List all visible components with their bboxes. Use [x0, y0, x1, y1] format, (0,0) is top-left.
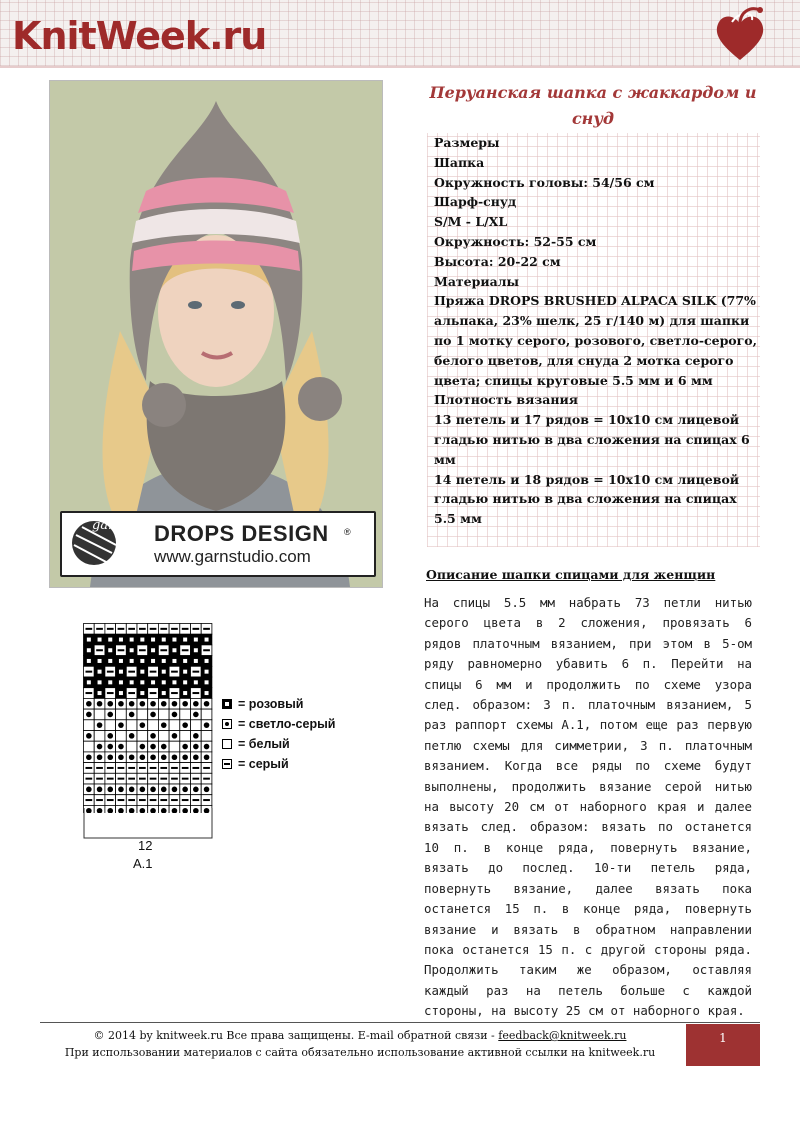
chart-cell [105, 709, 116, 720]
chart-cell [180, 634, 191, 645]
chart-cell [180, 720, 191, 731]
chart-cell [126, 677, 137, 688]
chart-cell [180, 752, 191, 763]
spec-line: гладью нитью в два сложения на спицах 6 [434, 431, 750, 447]
spec-line: цвета; спицы круговые 5.5 мм и 6 мм [434, 372, 713, 388]
chart-cell [158, 795, 169, 806]
chart-cell [158, 698, 169, 709]
chart-cell [158, 709, 169, 720]
chart-cell [94, 731, 105, 742]
chart-cell [126, 795, 137, 806]
chart-cell [94, 741, 105, 752]
chart-cell [116, 698, 127, 709]
chart-cell [191, 731, 202, 742]
chart-cell [148, 624, 159, 635]
chart-cell [201, 677, 212, 688]
chart-cell [137, 688, 148, 699]
chart-cell [126, 656, 137, 667]
chart-cell [105, 763, 116, 774]
chart-cell [191, 763, 202, 774]
chart-cell [137, 666, 148, 677]
legend-label: = белый [238, 737, 290, 751]
chart-cell [105, 741, 116, 752]
chart-cell [137, 731, 148, 742]
chart-cell [201, 645, 212, 656]
chart-cell [201, 624, 212, 635]
spec-line: Окружность головы: 54/56 см [434, 174, 655, 190]
chart-cell [116, 731, 127, 742]
chart-cell [105, 752, 116, 763]
feedback-email-link[interactable]: feedback@knitweek.ru [498, 1029, 627, 1042]
chart-cell [201, 666, 212, 677]
chart-cell [94, 688, 105, 699]
chart-cell [148, 645, 159, 656]
chart-cell [158, 677, 169, 688]
chart-cell [84, 731, 95, 742]
chart-cell [84, 720, 95, 731]
pattern-chart [83, 623, 213, 813]
chart-cell [201, 656, 212, 667]
chart-cell [148, 656, 159, 667]
chart-cell [148, 784, 159, 795]
chart-cell [84, 763, 95, 774]
chart-cell [180, 666, 191, 677]
chart-cell [126, 752, 137, 763]
description-text: На спицы 5.5 мм набрать 73 петли нитью серого цвета в 2 сложения, провязать 6 рядов платочным вязанием, при этом в 5-ом ряду равномерно убавить 6 п. Перейти на спицы 6 мм и продолжить по схеме узора след. образом: 3 п. платочным вязанием, 5 раз раппорт схемы А.1, потом еще раз первую петлю схемы для симметрии, 3 п. платочным вязанием. Когда все ряды по схеме будут выполнены, продолжить вязание серой нитью на высоту 20 см от наборного края и далее вязать след. образом: вязать по останется 10 п. в конце ряда, повернуть вязание, вязать до послед. 10-ти петель ряда, повернуть вязание, далее вязать пока останется 15 п. в конце ряда, повернуть вязание и вязать в обратном направлении пока останется 15 п. с другой стороны ряда. Продолжить таким же образом, оставляя каждый раз на петель больше с каждой стороны, на высоту 25 см от наборного края. [424, 595, 752, 1019]
legend-symbol-icon [222, 759, 232, 769]
chart-cell [94, 677, 105, 688]
chart-cell [84, 645, 95, 656]
yarn-ball-icon [62, 513, 140, 567]
legend-symbol-icon [222, 719, 232, 729]
chart-cell [201, 720, 212, 731]
chart-cell [116, 795, 127, 806]
chart-cell [169, 677, 180, 688]
chart-cell [84, 784, 95, 795]
chart-cell [148, 634, 159, 645]
chart-cell [126, 634, 137, 645]
chart-cell [201, 795, 212, 806]
chart-cell [137, 698, 148, 709]
chart-cell [201, 763, 212, 774]
chart-cell [94, 656, 105, 667]
chart-cell [180, 645, 191, 656]
chart-legend [222, 694, 335, 774]
chart-cell [126, 698, 137, 709]
chart-cell [116, 688, 127, 699]
chart-cell [180, 688, 191, 699]
legend-label: = серый [238, 757, 289, 771]
chart-cell [191, 720, 202, 731]
chart-cell [105, 677, 116, 688]
chart-cell [84, 656, 95, 667]
chart-cell [126, 773, 137, 784]
spec-line: Высота: 20-22 см [434, 253, 561, 269]
pattern-title: Перуанская шапка с жаккардом и снуд [429, 83, 757, 128]
chart-cell [191, 773, 202, 784]
chart-cell [191, 688, 202, 699]
chart-cell [84, 752, 95, 763]
chart-cell [105, 784, 116, 795]
spec-line: Размеры [434, 135, 500, 150]
chart-cell [105, 720, 116, 731]
spec-line: мм [434, 451, 456, 467]
spec-line: Плотность вязания [434, 392, 579, 408]
chart-cell [148, 688, 159, 699]
chart-cell [191, 784, 202, 795]
spec-line: 5.5 мм [434, 511, 482, 527]
legend-symbol-icon [222, 739, 232, 749]
chart-cell [84, 773, 95, 784]
chart-cell [191, 624, 202, 635]
chart-cell [169, 698, 180, 709]
spec-line: по 1 мотку серого, розового, светло-серого, [434, 332, 757, 348]
registered-mark: ® [344, 527, 351, 537]
chart-cell [84, 677, 95, 688]
chart-cell [94, 645, 105, 656]
drops-url[interactable]: www.garnstudio.com [154, 547, 311, 566]
footer-notice: При использовании материалов с сайта обязательно использование активной ссылки на knitweek.ru [64, 1046, 656, 1059]
spec-line: альпака, 23% шелк, 25 г/140 м) для шапки [434, 313, 750, 329]
legend-item [222, 694, 335, 714]
site-logo[interactable]: KnitWeek.ru [12, 14, 267, 58]
chart-cell [116, 645, 127, 656]
chart-cell [116, 656, 127, 667]
chart-cell [158, 741, 169, 752]
chart-cell [116, 666, 127, 677]
site-header [0, 0, 800, 68]
chart-cell [191, 698, 202, 709]
spec-line: гладью нитью в два сложения на спицах [434, 491, 737, 507]
chart-cell [169, 666, 180, 677]
chart-cell [137, 677, 148, 688]
chart-cell [116, 720, 127, 731]
chart-cell [105, 688, 116, 699]
chart-cell [191, 741, 202, 752]
chart-cell [169, 634, 180, 645]
chart-cell [158, 731, 169, 742]
chart-cell [191, 677, 202, 688]
chart-cell [116, 773, 127, 784]
chart-cell [126, 731, 137, 742]
chart-cell [116, 677, 127, 688]
chart-cell [180, 709, 191, 720]
chart-cell [201, 784, 212, 795]
spec-line: Шапка [434, 154, 485, 170]
chart-cell [148, 773, 159, 784]
chart-cell [84, 634, 95, 645]
footer-copyright [40, 1029, 680, 1042]
chart-cell [158, 720, 169, 731]
chart-cell [158, 666, 169, 677]
chart-cell [201, 773, 212, 784]
chart-cell [158, 656, 169, 667]
chart-cell [116, 741, 127, 752]
chart-cell [137, 656, 148, 667]
chart-cell [105, 645, 116, 656]
chart-cell [84, 688, 95, 699]
spec-line: S/M - L/XL [434, 214, 508, 230]
chart-cell [94, 624, 105, 635]
chart-cell [94, 698, 105, 709]
chart-cell [180, 624, 191, 635]
chart-cell [116, 709, 127, 720]
chart-cell [169, 795, 180, 806]
chart-cell [137, 624, 148, 635]
chart-cell [105, 634, 116, 645]
chart-stitch-count: 12 [138, 838, 153, 853]
chart-cell [158, 773, 169, 784]
chart-cell [169, 763, 180, 774]
heart-spiral-icon [710, 4, 770, 62]
chart-cell [105, 795, 116, 806]
chart-cell [148, 720, 159, 731]
chart-cell [169, 752, 180, 763]
chart-cell [180, 784, 191, 795]
spec-line: белого цветов, для снуда 2 мотка серого [434, 352, 734, 368]
spec-line: 13 петель и 17 рядов = 10х10 см лицевой [434, 412, 740, 428]
chart-cell [137, 741, 148, 752]
footer-divider [40, 1022, 760, 1023]
chart-cell [169, 709, 180, 720]
chart-name: A.1 [133, 856, 153, 871]
legend-item [222, 754, 335, 774]
chart-cell [180, 731, 191, 742]
chart-cell [191, 656, 202, 667]
chart-cell [201, 634, 212, 645]
chart-cell [191, 666, 202, 677]
chart-cell [137, 773, 148, 784]
drops-design-badge [60, 511, 376, 577]
chart-cell [105, 666, 116, 677]
chart-cell [84, 795, 95, 806]
chart-cell [158, 624, 169, 635]
legend-item [222, 714, 335, 734]
chart-cell [148, 698, 159, 709]
chart-cell [201, 741, 212, 752]
legend-symbol-icon [222, 699, 232, 709]
chart-cell [158, 688, 169, 699]
specification-box [427, 133, 760, 547]
chart-cell [148, 795, 159, 806]
chart-cell [126, 688, 137, 699]
chart-cell [191, 752, 202, 763]
spec-line: 14 петель и 18 рядов = 10х10 см лицевой [434, 471, 740, 487]
chart-cell [201, 698, 212, 709]
chart-cell [105, 656, 116, 667]
chart-bracket [83, 808, 213, 840]
chart-cell [169, 645, 180, 656]
chart-cell [169, 656, 180, 667]
svg-text:garn: garn [92, 518, 123, 533]
chart-cell [158, 645, 169, 656]
legend-label: = светло-серый [238, 717, 336, 731]
chart-cell [191, 634, 202, 645]
chart-cell [94, 795, 105, 806]
chart-cell [158, 752, 169, 763]
chart-cell [180, 656, 191, 667]
chart-cell [158, 634, 169, 645]
chart-cell [137, 795, 148, 806]
chart-cell [116, 752, 127, 763]
legend-label: = розовый [238, 697, 304, 711]
chart-cell [84, 709, 95, 720]
chart-cell [148, 731, 159, 742]
legend-item [222, 734, 335, 754]
product-photo [49, 80, 383, 588]
chart-cell [169, 720, 180, 731]
chart-cell [105, 698, 116, 709]
chart-cell [169, 784, 180, 795]
chart-cell [94, 709, 105, 720]
chart-cell [105, 731, 116, 742]
chart-cell [126, 709, 137, 720]
spec-line: Материалы [434, 273, 520, 289]
description-heading: Описание шапки спицами для женщин [426, 567, 716, 582]
chart-cell [191, 795, 202, 806]
spec-line: Пряжа DROPS BRUSHED ALPACA SILK (77% [434, 293, 756, 309]
chart-cell [137, 720, 148, 731]
chart-cell [180, 677, 191, 688]
chart-cell [116, 624, 127, 635]
chart-cell [137, 634, 148, 645]
chart-cell [137, 763, 148, 774]
chart-cell [137, 752, 148, 763]
chart-cell [169, 624, 180, 635]
chart-cell [137, 645, 148, 656]
chart-cell [126, 763, 137, 774]
chart-cell [126, 784, 137, 795]
chart-cell [180, 763, 191, 774]
chart-cell [84, 741, 95, 752]
chart-cell [94, 784, 105, 795]
chart-cell [94, 763, 105, 774]
chart-cell [84, 698, 95, 709]
chart-cell [201, 688, 212, 699]
chart-cell [148, 677, 159, 688]
chart-cell [191, 645, 202, 656]
chart-cell [116, 634, 127, 645]
chart-cell [158, 763, 169, 774]
chart-cell [201, 752, 212, 763]
chart-cell [126, 624, 137, 635]
chart-cell [116, 784, 127, 795]
drops-brand: DROPS DESIGN [154, 521, 329, 546]
chart-cell [84, 624, 95, 635]
chart-cell [180, 773, 191, 784]
page-number: 1 [686, 1024, 760, 1066]
spec-line: Окружность: 52-55 см [434, 233, 597, 249]
chart-cell [148, 666, 159, 677]
chart-cell [148, 741, 159, 752]
chart-cell [126, 720, 137, 731]
chart-cell [180, 795, 191, 806]
chart-cell [94, 773, 105, 784]
spec-line: Шарф-снуд [434, 194, 517, 210]
chart-cell [169, 773, 180, 784]
chart-cell [94, 634, 105, 645]
chart-cell [137, 709, 148, 720]
chart-cell [148, 709, 159, 720]
chart-cell [148, 752, 159, 763]
chart-cell [116, 763, 127, 774]
chart-cell [180, 698, 191, 709]
footer-copyright-text: © 2014 by knitweek.ru Все права защищены. E-mail обратной связи - [93, 1029, 499, 1042]
chart-cell [169, 731, 180, 742]
chart-cell [94, 752, 105, 763]
chart-cell [180, 741, 191, 752]
chart-cell [94, 720, 105, 731]
chart-cell [201, 709, 212, 720]
chart-cell [158, 784, 169, 795]
chart-cell [84, 666, 95, 677]
chart-cell [148, 763, 159, 774]
chart-cell [105, 773, 116, 784]
chart-cell [94, 666, 105, 677]
chart-cell [105, 624, 116, 635]
chart-cell [201, 731, 212, 742]
chart-cell [169, 688, 180, 699]
chart-cell [126, 666, 137, 677]
chart-cell [169, 741, 180, 752]
chart-cell [137, 784, 148, 795]
chart-cell [191, 709, 202, 720]
chart-cell [126, 645, 137, 656]
chart-cell [126, 741, 137, 752]
